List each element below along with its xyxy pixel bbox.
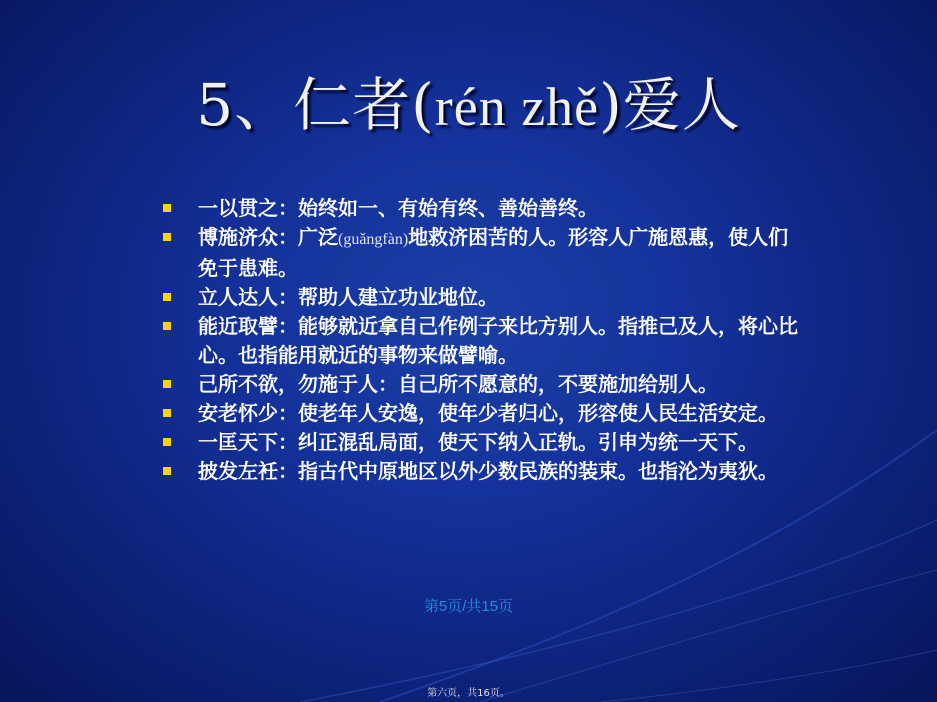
list-item: [160, 194, 800, 223]
bullet-square-icon: [163, 204, 171, 212]
page-indicator: 第5页/共15页: [423, 598, 514, 615]
title-prefix: 5、仁者(: [196, 71, 435, 139]
bullet-text: 披发左衽：指古代中原地区以外少数民族的装束。也指沦为夷狄。: [198, 459, 778, 483]
bullet-square-icon: [163, 380, 171, 388]
bullet-text: 己所不欲，勿施于人：自己所不愿意的，不要施加给别人。: [198, 372, 718, 396]
list-item: [160, 312, 800, 370]
list-item: [160, 457, 800, 486]
bullet-pinyin: (guǎngfàn): [338, 231, 409, 248]
bullet-text-before: 博施济众：广泛: [198, 225, 338, 249]
bullet-text: 能近取譬：能够就近拿自己作例子来比方别人。指推己及人，将心比心。也指能用就近的事物来做譬喻。: [198, 314, 798, 367]
bullet-text: 立人达人：帮助人建立功业地位。: [198, 285, 498, 309]
list-item: [160, 428, 800, 457]
bullet-square-icon: [163, 467, 171, 475]
slide-title: [0, 58, 937, 142]
bullet-text-after: 地救济困苦的人。形容人广施恩惠，使人们免于患难。: [198, 225, 789, 280]
bullet-text: 安老怀少：使老年人安逸，使年少者归心，形容使人民生活安定。: [198, 401, 778, 425]
list-item: [160, 283, 800, 312]
footer-page-count: 第六页，共16页。: [427, 688, 510, 699]
title-suffix: )爱人: [599, 71, 741, 139]
bullet-text: 一匡天下：纠正混乱局面，使天下纳入正轨。引申为统一天下。: [198, 430, 758, 454]
bullet-square-icon: [163, 438, 171, 446]
bullet-text: 一以贯之：始终如一、有始有终、善始善终。: [198, 196, 598, 220]
bullet-square-icon: [163, 409, 171, 417]
title-pinyin: rén zhě: [434, 77, 600, 137]
list-item: [160, 370, 800, 399]
bullet-square-icon: [163, 322, 171, 330]
bullet-square-icon: [163, 233, 171, 241]
bullet-list: [160, 194, 800, 486]
list-item: [160, 223, 800, 283]
bullet-square-icon: [163, 293, 171, 301]
list-item: [160, 399, 800, 428]
